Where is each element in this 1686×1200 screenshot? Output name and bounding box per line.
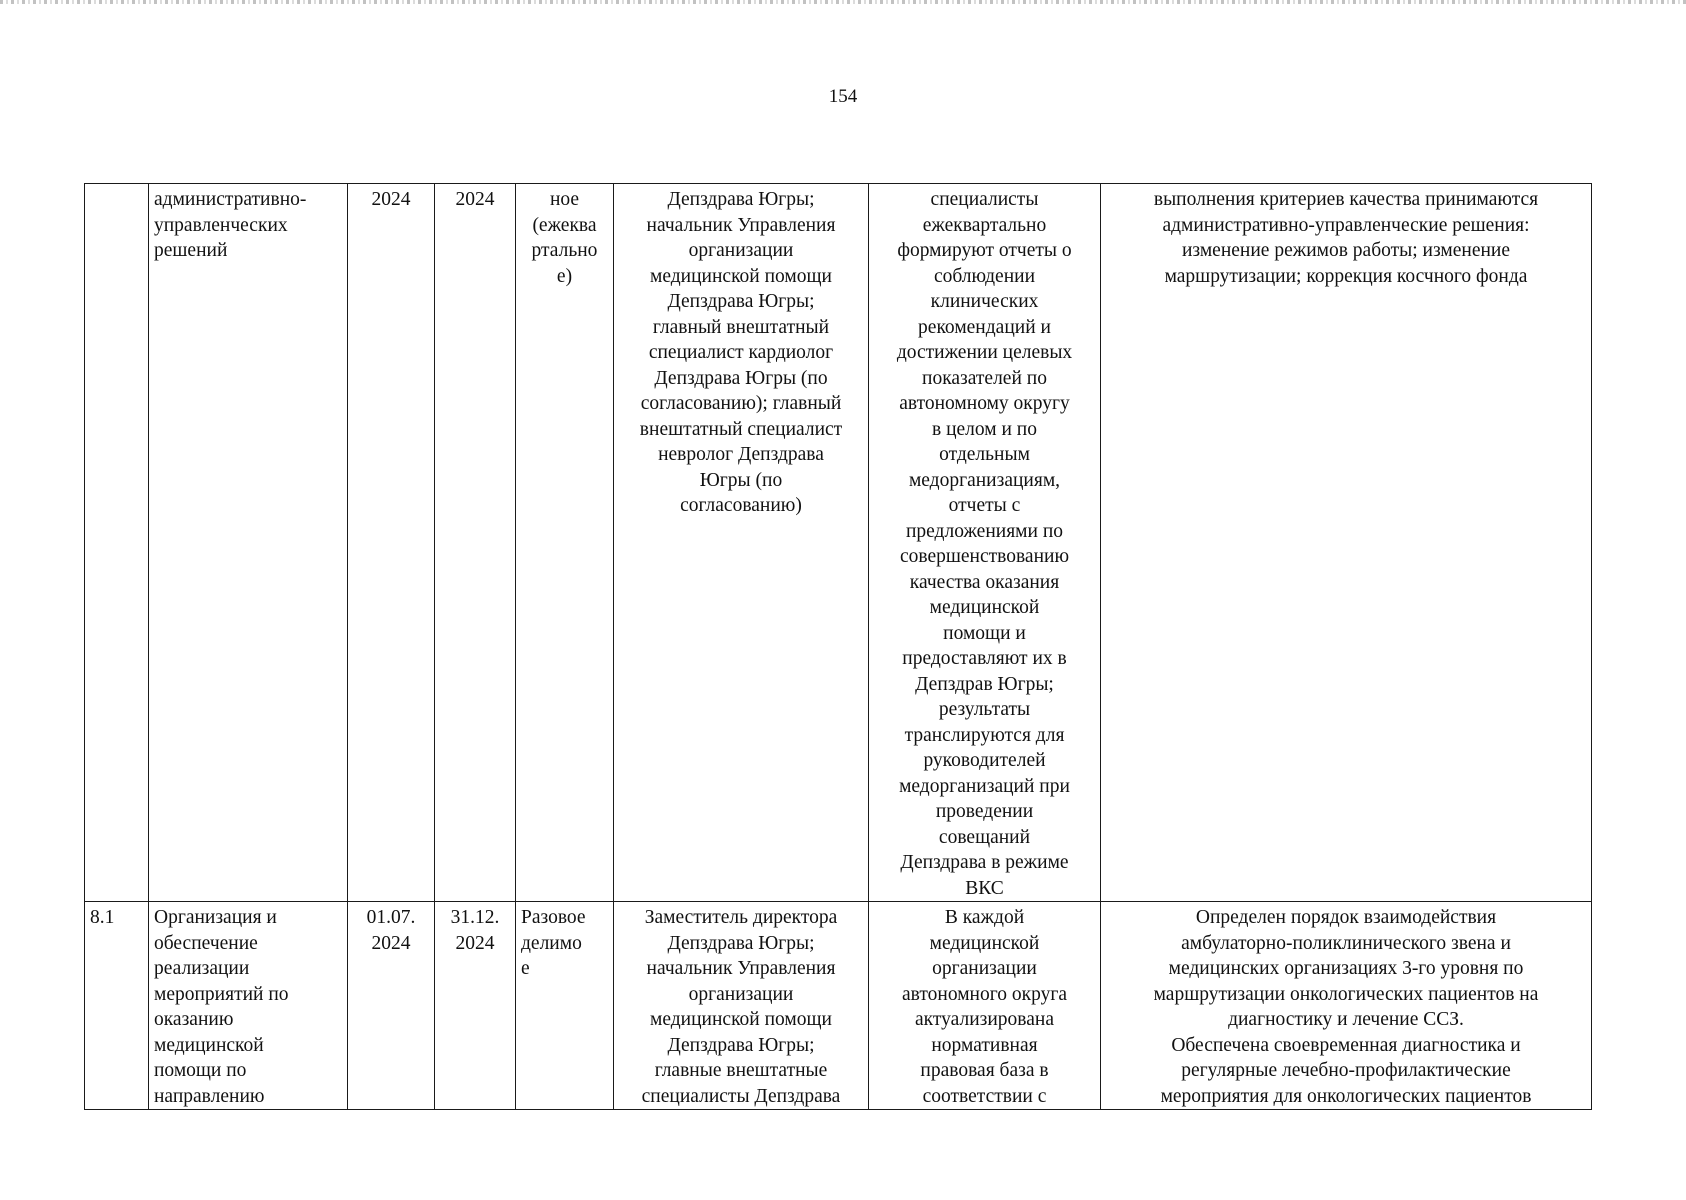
table-row [85, 902, 1592, 1110]
characteristic-cell: специалисты ежеквартально формируют отчеты о соблюдении клинических рекомендаций и достижении целевых показателей по автономному округу в целом и по отдельным медорганизациям, отчеты с предложениями по совершенствованию качества оказания медицинской помощи и предоставляют их в Депздрав Югры; результаты транслируются для руководителей медорганизаций при проведении совещаний Депздрава в режиме ВКС [869, 184, 1101, 902]
end-date-cell: 2024 [435, 184, 516, 902]
responsible-cell: Заместитель директора Депздрава Югры; начальник Управления организации медицинской помощи Депздрава Югры; главные внештатные специалисты Депздрава [614, 902, 869, 1110]
start-date-cell: 2024 [348, 184, 435, 902]
event-type-cell: ное (ежеква ртально е) [516, 184, 614, 902]
page-number: 154 [828, 86, 858, 107]
table-row [85, 184, 1592, 902]
row-number-cell: 8.1 [85, 902, 149, 1110]
activity-cell: административно- управленческих решений [149, 184, 348, 902]
result-cell: выполнения критериев качества принимаются административно-управленческие решения: изменение режимов работы; изменение маршрутизации; коррекция косчного фонда [1101, 184, 1592, 902]
end-date-cell: 31.12. 2024 [435, 902, 516, 1110]
event-type-cell: Разовое делимо е [516, 902, 614, 1110]
row-number-cell [85, 184, 149, 902]
scan-edge-artifact [0, 0, 1686, 4]
activity-cell: Организация и обеспечение реализации мероприятий по оказанию медицинской помощи по направлению [149, 902, 348, 1110]
plan-table [84, 183, 1592, 1110]
start-date-cell: 01.07. 2024 [348, 902, 435, 1110]
characteristic-cell: В каждой медицинской организации автономного округа актуализирована нормативная правовая база в соответствии с [869, 902, 1101, 1110]
responsible-cell: Депздрава Югры; начальник Управления организации медицинской помощи Депздрава Югры; главный внештатный специалист кардиолог Депздрава Югры (по согласованию); главный внештатный специалист невролог Депздрава Югры (по согласованию) [614, 184, 869, 902]
result-cell: Определен порядок взаимодействия амбулаторно-поликлинического звена и медицинских организациях 3-го уровня по маршрутизации онкологических пациентов на диагностику и лечение ССЗ. Обеспечена своевременная диагностика и регулярные лечебно-профилактические мероприятия для онкологических пациентов [1101, 902, 1592, 1110]
